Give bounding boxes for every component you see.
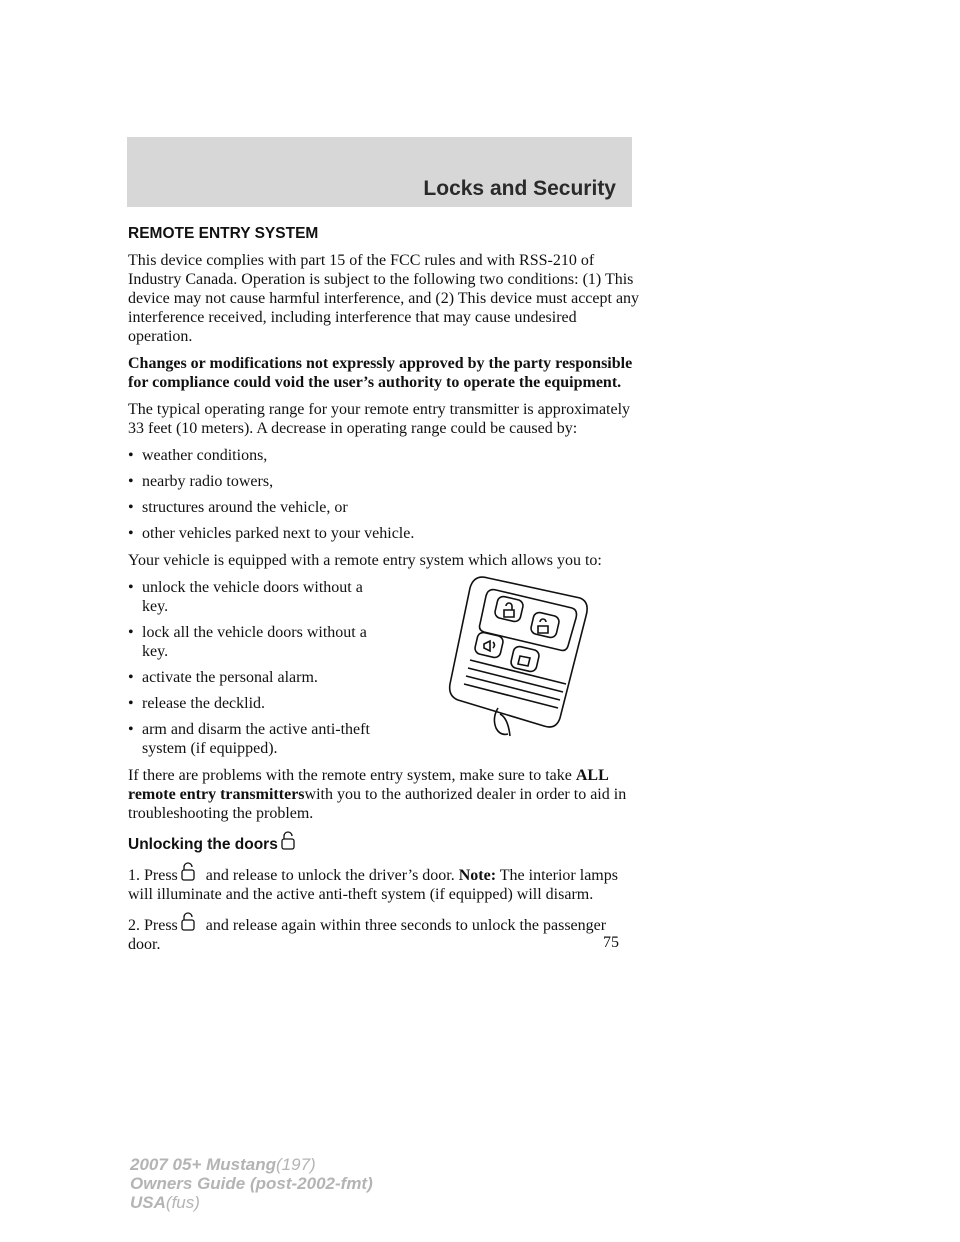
footer-line-1: 2007 05+ Mustang(197) [130, 1155, 316, 1174]
document-footer [130, 1155, 373, 1212]
page-content [128, 224, 640, 962]
remote-entry-heading: REMOTE ENTRY SYSTEM [128, 225, 319, 242]
step-1: 1. Press and release to unlock the driver’s door. Note: The interior lamps will illuminate and the active anti-theft system (if equipped) will disarm. [128, 862, 640, 904]
range-paragraph: The typical operating range for your remote entry transmitter is approximately 33 feet (10 meters). A decrease in operating range could be caused by: [128, 401, 631, 437]
list-item: • unlock the vehicle doors without a key. [128, 579, 363, 615]
list-item: • activate the personal alarm. [128, 669, 318, 686]
list-item: • structures around the vehicle, or [128, 499, 348, 516]
problems-paragraph: If there are problems with the remote entry system, make sure to take ALL remote entry transmitterswith you to the authorized dealer in order to aid in troubleshooting the problem. [128, 767, 627, 822]
warning-paragraph: Changes or modifications not expressly approved by the party responsible for compliance could void the user’s authority to operate the equipment. [128, 355, 633, 391]
list-item: • nearby radio towers, [128, 473, 274, 490]
unlock-icon [180, 912, 196, 932]
features-with-figure [128, 578, 640, 758]
unlocking-heading: Unlocking the doors [128, 831, 640, 854]
list-item: • other vehicles parked next to your vehicle. [128, 525, 415, 542]
page-number: 75 [603, 934, 619, 951]
equipped-paragraph: Your vehicle is equipped with a remote entry system which allows you to: [128, 552, 602, 569]
unlock-icon [180, 862, 196, 882]
section-title: Locks and Security [423, 177, 616, 200]
list-item: • arm and disarm the active anti-theft system (if equipped). [128, 721, 370, 757]
range-bullet-list [128, 446, 640, 543]
key-fob-illustration [448, 568, 588, 738]
step-2: 2. Press and release again within three seconds to unlock the passenger door. [128, 912, 640, 954]
unlock-icon [280, 831, 296, 851]
feature-bullet-list [128, 578, 378, 758]
fcc-paragraph: This device complies with part 15 of the FCC rules and with RSS-210 of Industry Canada. Operation is subject to the following two conditions: (1) This device may not cause harmful interference, and (2) This device must accept any interference received, including interference that may cause undesired operation. [128, 252, 640, 345]
list-item: • lock all the vehicle doors without a key. [128, 624, 367, 660]
footer-line-2: Owners Guide (post-2002-fmt) [130, 1174, 373, 1193]
footer-line-3: USA(fus) [130, 1193, 200, 1212]
list-item: • release the decklid. [128, 695, 266, 712]
header-band [127, 137, 632, 207]
list-item: • weather conditions, [128, 447, 268, 464]
